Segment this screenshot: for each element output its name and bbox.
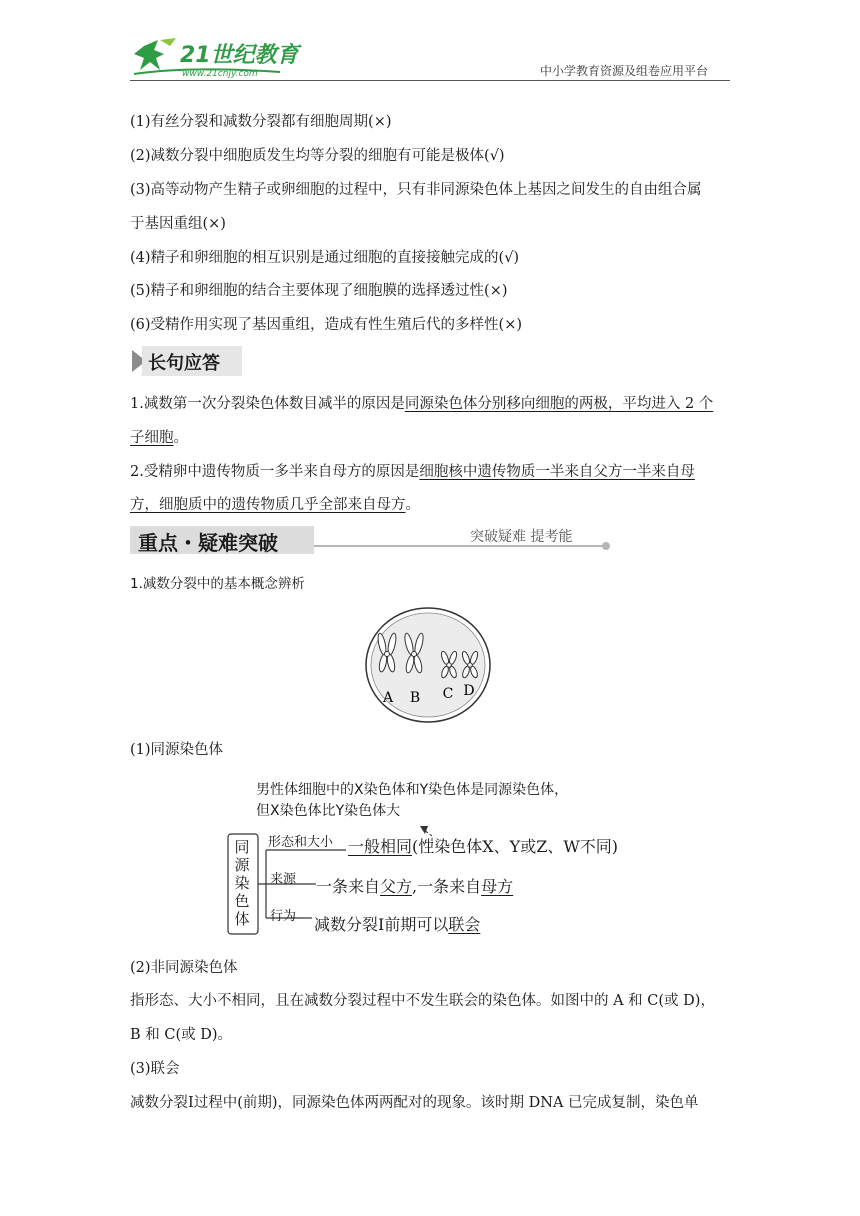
- header-divider: [130, 80, 730, 81]
- branch3-prefix: 减数分裂Ⅰ前期可以: [314, 915, 449, 934]
- judgment-6: (6)受精作用实现了基因重组，造成有性生殖后代的多样性(×): [130, 317, 523, 333]
- branch3-label: 行为: [270, 909, 297, 924]
- concept-box-label: [232, 838, 252, 928]
- branch1-answer: 一般相同: [348, 837, 413, 856]
- judgment-5: (5)精子和卵细胞的结合主要体现了细胞膜的选择透过性(×): [130, 283, 508, 299]
- box-char-3: 染: [234, 874, 250, 892]
- key-points-banner: [130, 522, 616, 558]
- judgment-3a: (3)高等动物产生精子或卵细胞的过程中，只有非同源染色体上基因之间发生的自由组合属: [130, 182, 702, 198]
- banner-title: 重点・疑难突破: [138, 531, 278, 555]
- logo-text: 21世纪教育: [180, 43, 299, 68]
- branch2-content: [316, 874, 513, 897]
- box-char-4: 色: [234, 892, 250, 910]
- banner-subtitle: 突破疑难 提考能: [470, 529, 573, 545]
- branch2-label: 来源: [270, 872, 297, 887]
- q1-answer-b: 子细胞: [130, 430, 174, 446]
- branch1-content: [348, 834, 618, 857]
- box-char-2: 源: [234, 856, 250, 874]
- label-a: A: [382, 690, 394, 706]
- label-b: B: [409, 690, 421, 706]
- branch2-mid: ,一条来自: [412, 877, 482, 896]
- q1-end: 。: [173, 430, 188, 446]
- q2-prefix: 2.受精卵中遗传物质一多半来自母方的原因是: [130, 464, 420, 480]
- q2-answer-a: 细胞核中遗传物质一半来自父方一半来自母: [419, 464, 695, 480]
- long-answer-q2-line1: [130, 462, 695, 482]
- label-d: D: [463, 683, 475, 699]
- cell-diagram: [364, 606, 492, 724]
- sub3-text: 减数分裂Ⅰ过程中(前期)，同源染色体两两配对的现象。该时期 DNA 已完成复制，染色单: [130, 1095, 699, 1111]
- judgment-2: (2)减数分裂中细胞质发生均等分裂的细胞有可能是极体(√): [130, 148, 505, 164]
- branch3-content: [314, 912, 480, 935]
- q2-end: 。: [405, 497, 420, 513]
- long-answer-title: 长句应答: [148, 353, 220, 374]
- note-line1: 男性体细胞中的X染色体和Y染色体是同源染色体，: [256, 782, 569, 798]
- header-platform-name: 中小学教育资源及组卷应用平台: [540, 64, 709, 78]
- q2-answer-b: 方，细胞质中的遗传物质几乎全部来自母方: [130, 497, 406, 513]
- note-line2: 但X染色体比Y染色体大: [256, 803, 401, 819]
- branch1-label: 形态和大小: [268, 835, 334, 850]
- branch2-answer-a: 父方: [380, 877, 413, 896]
- section1-heading: 1.减数分裂中的基本概念辨析: [130, 576, 305, 592]
- branch1-rest: (性染色体X、Y或Z、W不同): [412, 837, 619, 856]
- long-answer-q1-line1: [130, 394, 713, 414]
- branch2-prefix: 一条来自: [316, 877, 381, 896]
- q1-prefix: 1.减数第一次分裂染色体数目减半的原因是: [130, 396, 405, 412]
- logo-icon: [130, 36, 310, 82]
- branch3-answer: 联会: [448, 915, 481, 934]
- judgment-3b: 于基因重组(×): [130, 216, 226, 232]
- sub3-heading: (3)联会: [130, 1061, 180, 1077]
- q1-answer-a: 同源染色体分别移向细胞的两极，平均进入 2 个: [404, 396, 714, 412]
- logo-url: www.21cnjy.com: [182, 69, 258, 79]
- sub2-text-b: B 和 C(或 D)。: [130, 1027, 233, 1043]
- sub1-heading: (1)同源染色体: [130, 742, 224, 758]
- branch2-answer-b: 母方: [481, 877, 514, 896]
- long-answer-header: [132, 346, 242, 376]
- box-char-5: 体: [234, 910, 250, 928]
- box-char-1: 同: [234, 838, 250, 856]
- long-answer-q2-line2: [130, 495, 420, 515]
- sub2-text-a: 指形态、大小不相同，且在减数分裂过程中不发生联会的染色体。如图中的 A 和 C(或 D)，: [130, 993, 715, 1009]
- judgment-1: (1)有丝分裂和减数分裂都有细胞周期(×): [130, 114, 392, 130]
- sub2-heading: (2)非同源染色体: [130, 960, 238, 976]
- long-answer-q1-line2: [130, 428, 188, 448]
- judgment-4: (4)精子和卵细胞的相互识别是通过细胞的直接接触完成的(√): [130, 250, 520, 266]
- label-c: C: [442, 686, 454, 702]
